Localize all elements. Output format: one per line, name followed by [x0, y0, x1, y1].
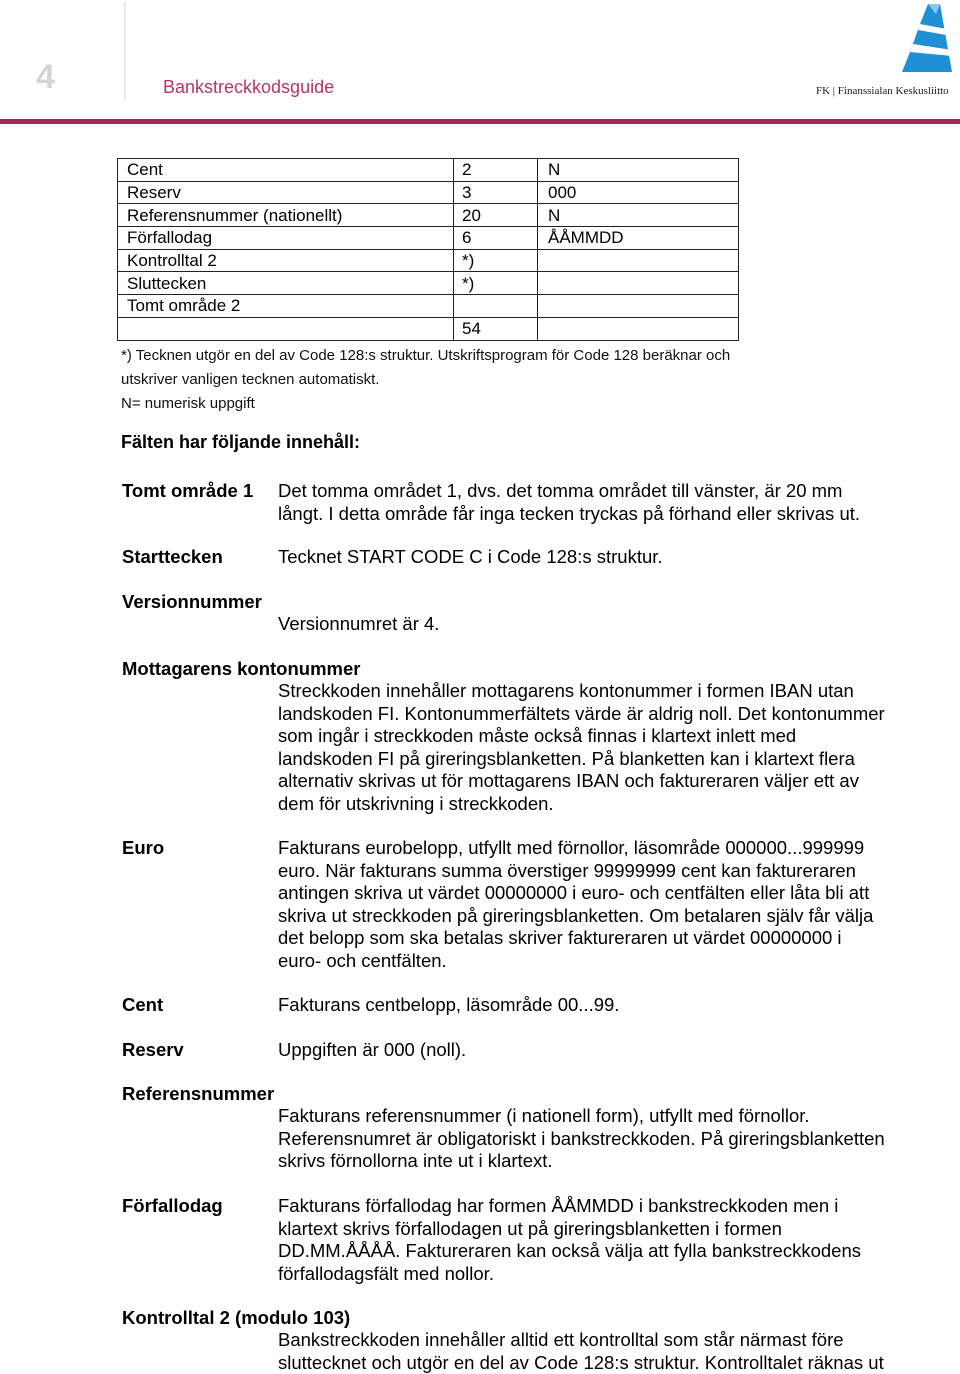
table-cell — [538, 249, 739, 272]
table-cell — [118, 317, 454, 340]
field-term: Cent — [122, 994, 164, 1015]
document-title: Bankstreckkodsguide — [163, 77, 335, 97]
table-cell: Reserv — [118, 181, 454, 204]
field-definition: Fakturans förfallodag har formen ÅÅMMDD i bankstreckkoden men i klartext skrivs förfallodagen ut på gireringsblanketten i formen DD.MM.ÅÅÅÅ. Faktureraren kan också välja att fylla bankstreckkodens förfallodagsfält med nollor. — [278, 1195, 861, 1284]
table-row — [118, 272, 739, 295]
field-definition: Bankstreckkoden innehåller alltid ett kontrolltal som står närmast före sluttecknet och utgör en del av Code 128:s struktur. Kontrolltalet räknas ut — [278, 1329, 884, 1373]
table-cell: Cent — [118, 159, 454, 182]
field-definition: Fakturans centbelopp, läsområde 00...99. — [278, 994, 620, 1015]
field-definition: Streckkoden innehåller mottagarens kontonummer i formen IBAN utan landskoden FI. Kontonummerfältets värde är aldrig noll. Det kontonummer som ingår i streckkoden måste också finnas i klartext inlett med landskoden FI på gireringsblanketten. På blanketten kan i klartext flera alternativ skrivas ut för mottagarens IBAN och faktureraren väljer ett av dem för utskrivning i streckkoden. — [278, 680, 885, 814]
table-cell: N — [538, 204, 739, 227]
footnote-line: utskriver vanligen tecknen automatiskt. — [121, 371, 380, 388]
header-divider — [124, 2, 126, 100]
legend-note: N= numerisk uppgift — [121, 395, 255, 412]
table-cell — [538, 272, 739, 295]
table-row — [118, 295, 739, 318]
table-cell: N — [538, 159, 739, 182]
table-row — [118, 227, 739, 250]
table-cell: Tomt område 2 — [118, 295, 454, 318]
table-total-cell: 54 — [454, 317, 538, 340]
field-definition: Tecknet START CODE C i Code 128:s struktur. — [278, 546, 663, 567]
field-definition: Det tomma området 1, dvs. det tomma området till vänster, är 20 mm långt. I detta område får inga tecken tryckas på förhand eller skrivas ut. — [278, 480, 861, 524]
table-cell — [538, 295, 739, 318]
field-term: Förfallodag — [122, 1195, 223, 1216]
table-cell: 2 — [454, 159, 538, 182]
table-cell: 20 — [454, 204, 538, 227]
table-cell: Referensnummer (nationellt) — [118, 204, 454, 227]
table-cell: ÅÅMMDD — [538, 227, 739, 250]
table-cell: Sluttecken — [118, 272, 454, 295]
field-term: Tomt område 1 — [122, 480, 254, 501]
field-term: Referensnummer — [122, 1083, 275, 1104]
section-heading: Fälten har följande innehåll: — [121, 432, 361, 452]
table-row — [118, 181, 739, 204]
table-row — [118, 159, 739, 182]
field-definition: Uppgiften är 000 (noll). — [278, 1039, 467, 1060]
field-definition: Fakturans eurobelopp, utfyllt med förnollor, läsområde 000000...999999 euro. När fakturans summa överstiger 99999999 cent kan faktureraren antingen skriva ut värdet 00000000 i euro- och centfälten eller låta bli att skriva ut streckkoden på gireringsblanketten. Om betalaren själv får välja det belopp som ska betalas skriver faktureraren ut värdet 00000000 i euro- och centfälten. — [278, 837, 874, 971]
table-cell: *) — [454, 272, 538, 295]
table-cell: 6 — [454, 227, 538, 250]
logo-text: FK | Finanssialan Keskusliitto — [816, 85, 949, 97]
field-definition: Fakturans referensnummer (i nationell form), utfyllt med förnollor. Referensnumret är obligatoriskt i bankstreckkoden. På gireringsblanketten skrivs förnollorna inte ut i klartext. — [278, 1105, 885, 1171]
table-cell: Kontrolltal 2 — [118, 249, 454, 272]
page-number: 4 — [36, 58, 55, 96]
field-term: Mottagarens kontonummer — [122, 658, 361, 679]
field-spec-table — [117, 158, 739, 341]
table-cell: 000 — [538, 181, 739, 204]
field-term: Versionnummer — [122, 591, 262, 612]
footnote-line: *) Tecknen utgör en del av Code 128:s struktur. Utskriftsprogram för Code 128 beräknar och — [121, 347, 731, 364]
table-row — [118, 249, 739, 272]
table-cell — [454, 295, 538, 318]
table-cell: 3 — [454, 181, 538, 204]
field-term: Euro — [122, 837, 165, 858]
field-term: Starttecken — [122, 546, 223, 567]
table-cell — [538, 317, 739, 340]
table-cell: Förfallodag — [118, 227, 454, 250]
table-row — [118, 204, 739, 227]
header-rule — [0, 119, 960, 124]
field-term: Kontrolltal 2 (modulo 103) — [122, 1307, 351, 1328]
table-cell: *) — [454, 249, 538, 272]
field-term: Reserv — [122, 1039, 184, 1060]
field-definition: Versionnumret är 4. — [278, 613, 440, 634]
table-total-row — [118, 317, 739, 340]
